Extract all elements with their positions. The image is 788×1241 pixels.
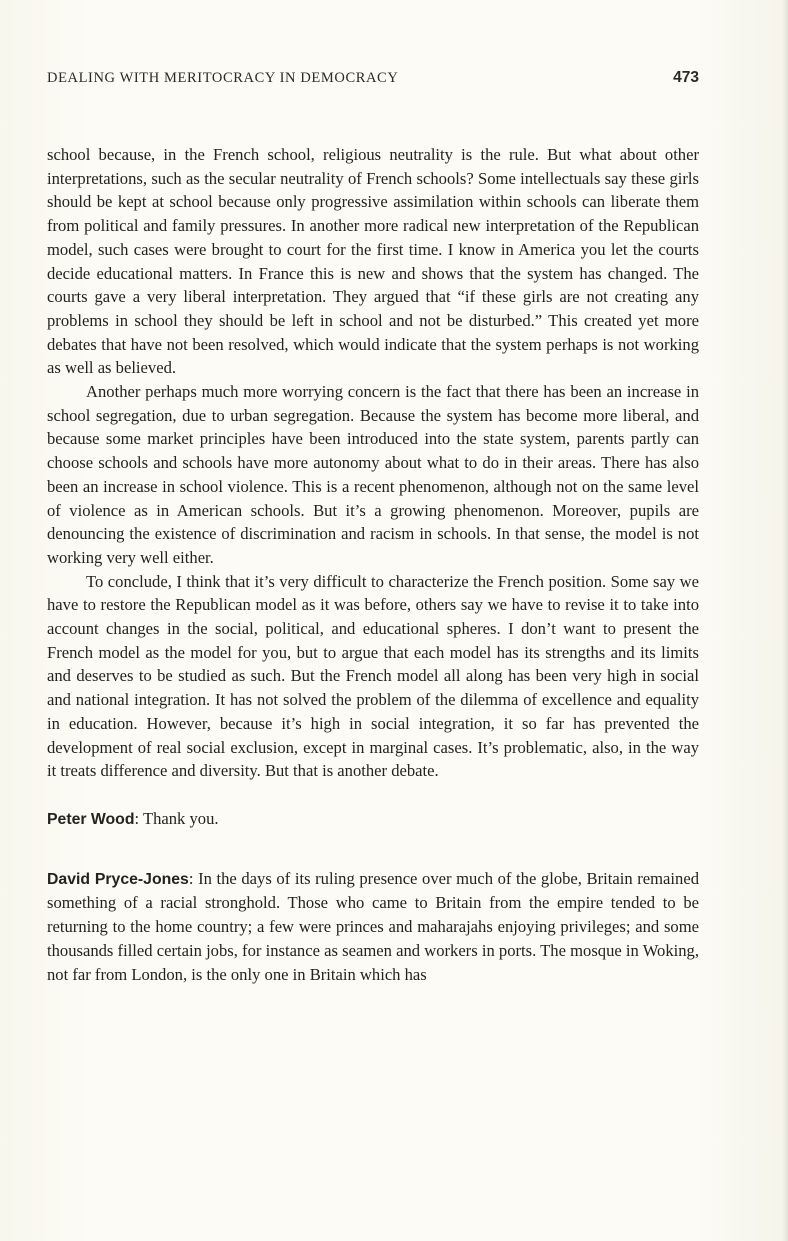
page-edge-shadow [782, 0, 788, 1241]
speaker-text: In the days of its ruling presence over much of the globe, Britain remained something of a racial stronghold. Those who came to Britain from the empire tended to be returning to the home country; a few were princes and maharajahs enjoying privileges; and some thousands filled certain jobs, for instance as seamen and workers in ports. The mosque in Woking, not far from London, is the only one in Britain which has [47, 868, 699, 984]
running-title: DEALING WITH MERITOCRACY IN DEMOCRACY [47, 70, 399, 86]
body-text [47, 143, 699, 986]
speaker-name: David Pryce-Jones [47, 870, 189, 888]
paragraph-conclusion: To conclude, I think that it’s very difficult to characterize the French position. Some say we have to restore the Republican model as it was before, others say we have to revise it to take into account changes in the social, political, and educational spheres. I don’t want to present the French model as the model for you, but to argue that each model has its strengths and its limits and deserves to be studied as such. But the French model all along has been very high in social and national integration. It has not solved the problem of the dilemma of excellence and equality in education. However, because it’s high in social integration, it so far has prevented the development of real social exclusion, except in marginal cases. It’s problematic, also, in the way it treats difference and diversity. But that is another debate. [47, 571, 699, 781]
speaker-colon: : [134, 808, 140, 828]
speaker-turn-wood [47, 807, 699, 832]
paragraph-segregation: Another perhaps much more worrying concern is the fact that there has been an increase in school segregation, due to urban segregation. Because the system has become more liberal, and because some market principles have been introduced into the state system, parents partly can choose schools and schools have more autonomy about what to do in their areas. There has also been an increase in school violence. This is a recent phenomenon, although not on the same level of violence as in American schools. But it’s a growing phenomenon. Moreover, pupils are denouncing the existence of discrimination and racism in schools. In that sense, the model is not working very well either. [47, 382, 699, 567]
speaker-colon: : [188, 868, 194, 888]
speaker-turn-pryce-jones [47, 867, 699, 987]
paragraph-continued: school because, in the French school, religious neutrality is the rule. But what about other interpretations, such as the secular neutrality of French schools? Some intellectuals say these girls should be kept at school because only progressive assimilation within schools can liberate them from political and family pressures. In another more radical new interpretation of the Republican model, such cases were brought to court for the first time. I know in America you let the courts decide educational matters. In France this is new and shows that the system has changed. The courts gave a very liberal interpretation. They argued that “if these girls are not creating any problems in school they should be left in school and not be disturbed.” This created yet more debates that have not been resolved, which would indicate that the system perhaps is not working as well as believed. [47, 145, 699, 378]
running-head [47, 70, 699, 92]
speaker-name: Peter Wood [47, 810, 135, 828]
speaker-text: Thank you. [139, 808, 219, 828]
page-number: 473 [673, 69, 699, 86]
